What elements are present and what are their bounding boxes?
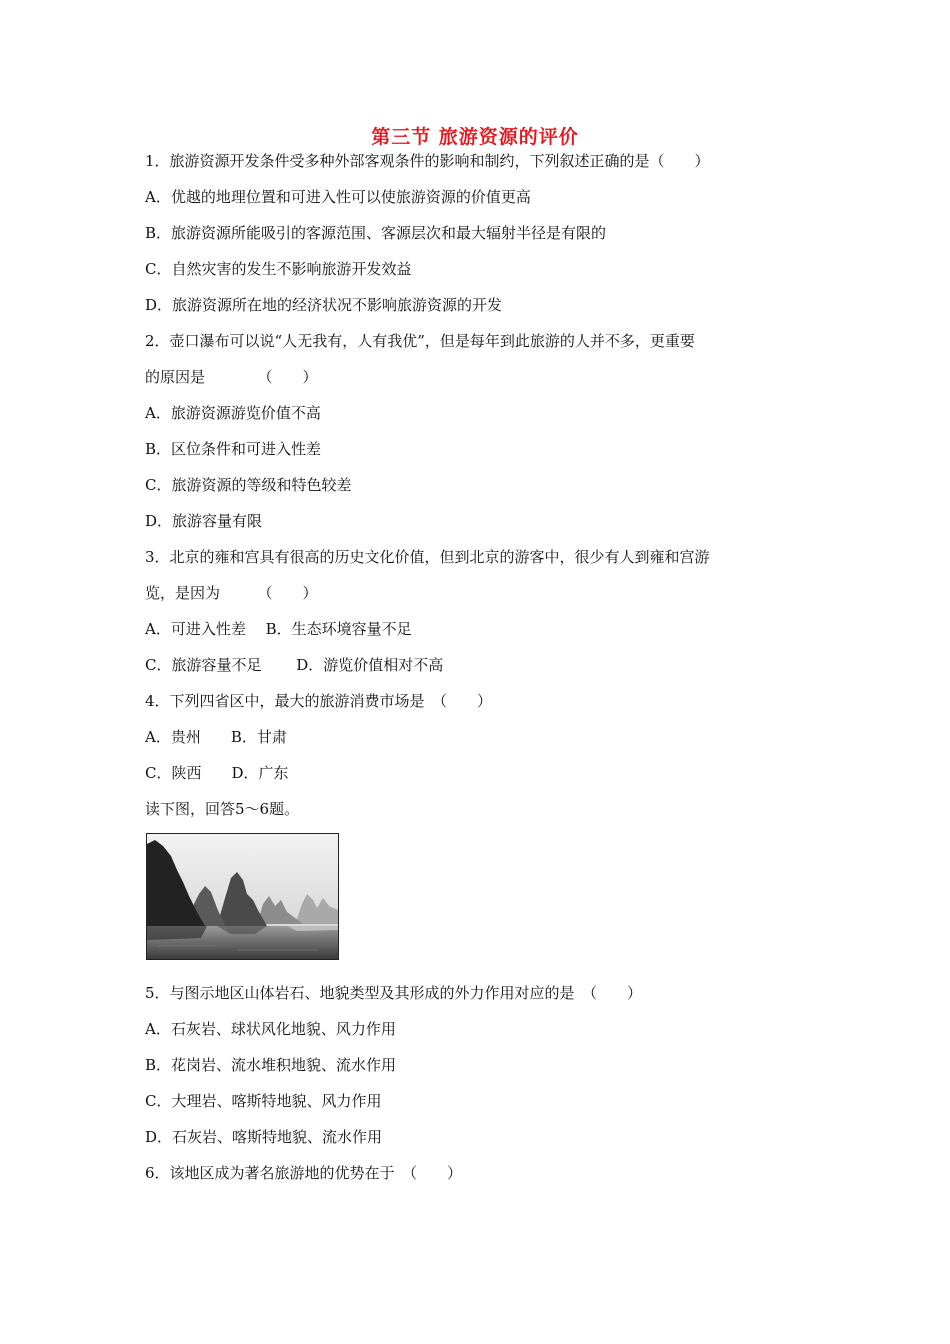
question-1-option-c: C．自然灾害的发生不影响旅游开发效益 — [145, 260, 412, 278]
question-3-stem: 3．北京的雍和宫具有很高的历史文化价值，但到北京的游客中，很少有人到雍和宫游 — [145, 548, 710, 566]
page-title: 第三节 旅游资源的评价 — [371, 126, 579, 148]
question-5-option-b: B．花岗岩、流水堆积地貌、流水作用 — [145, 1056, 397, 1074]
question-5-stem: 5．与图示地区山体岩石、地貌类型及其形成的外力作用对应的是 （ ） — [145, 984, 643, 1002]
question-4-stem: 4．下列四省区中，最大的旅游消费市场是 （ ） — [145, 692, 493, 710]
question-4-options-ab: A．贵州 B．甘肃 — [145, 728, 287, 746]
question-2-option-a: A．旅游资源游览价值不高 — [145, 404, 321, 422]
question-1-stem: 1．旅游资源开发条件受多种外部客观条件的影响和制约，下列叙述正确的是（ ） — [145, 152, 710, 170]
question-1-option-d: D．旅游资源所在地的经济状况不影响旅游资源的开发 — [145, 296, 503, 314]
question-2-stem-cont: 的原因是 （ ） — [145, 368, 318, 386]
question-5-option-a: A．石灰岩、球状风化地貌、风力作用 — [145, 1020, 396, 1038]
question-2-option-c: C．旅游资源的等级和特色较差 — [145, 476, 352, 494]
question-5-option-c: C．大理岩、喀斯特地貌、风力作用 — [145, 1092, 382, 1110]
figure-instruction: 读下图，回答5～6题。 — [145, 800, 300, 818]
karst-landscape-photo — [146, 833, 339, 960]
question-3-stem-cont: 览，是因为 （ ） — [145, 584, 318, 602]
question-2-stem: 2．壶口瀑布可以说“人无我有，人有我优”，但是每年到此旅游的人并不多，更重要 — [145, 332, 695, 350]
question-5-option-d: D．石灰岩、喀斯特地貌、流水作用 — [145, 1128, 383, 1146]
question-6-stem: 6．该地区成为著名旅游地的优势在于 （ ） — [145, 1164, 463, 1182]
question-1-option-a: A．优越的地理位置和可进入性可以使旅游资源的价值更高 — [145, 188, 531, 206]
question-1-option-b: B．旅游资源所能吸引的客源范围、客源层次和最大辐射半径是有限的 — [145, 224, 607, 242]
question-4-options-cd: C．陕西 D．广东 — [145, 764, 289, 782]
question-3-options-ab: A．可进入性差 B．生态环境容量不足 — [145, 620, 412, 638]
question-2-option-b: B．区位条件和可进入性差 — [145, 440, 322, 458]
question-3-options-cd: C．旅游容量不足 D．游览价值相对不高 — [145, 656, 444, 674]
question-2-option-d: D．旅游容量有限 — [145, 512, 263, 530]
